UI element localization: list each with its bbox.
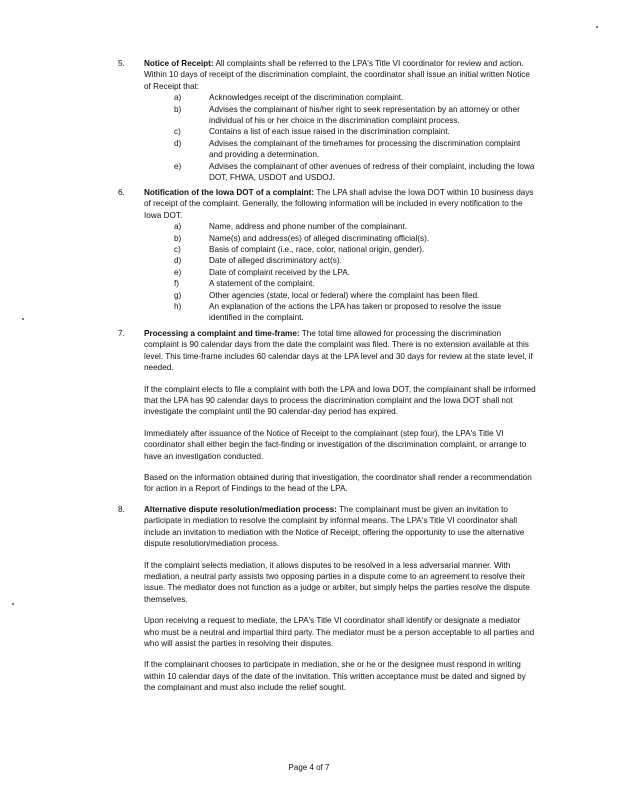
list-item: g) Other agencies (state, local or federal) where the complaint has been filed. (174, 290, 480, 300)
list-item: c) Contains a list of each issue raised in the discrimination complaint. (174, 127, 450, 137)
section-heading: Processing a complaint and time-frame: (144, 329, 300, 338)
section-7 (118, 328, 536, 495)
section-number: 5. (118, 59, 125, 68)
scan-speck (22, 318, 24, 320)
section-number: 7. (118, 329, 125, 338)
list-item: h) An explanation of the actions the LPA has taken or proposed to resolve the issue identified in the complaint. (174, 302, 502, 323)
section-number: 8. (118, 505, 125, 514)
item-list (144, 92, 536, 183)
section-6 (118, 187, 536, 324)
paragraph: If the complainant chooses to participate in mediation, she or he or the designee must respond in writing within 10 calendar days of the date of the invitation. This written acceptance must be dated and signed by the complainant and must also include the relief sought. (144, 660, 526, 693)
section-intro: The LPA shall advise the Iowa DOT within 10 business days of receipt of the complaint. Generally, the following information will be included in every notification to the Iowa DOT. (144, 188, 534, 220)
page-footer: Page 4 of 7 (288, 763, 330, 772)
section-number: 6. (118, 188, 125, 197)
section-heading: Notification of the Iowa DOT of a complaint: (144, 188, 315, 197)
list-item: e) Date of complaint received by the LPA. (174, 267, 350, 277)
paragraph: Immediately after issuance of the Notice of Receipt to the complainant (step four), the LPA's Title VI coordinator shall either begin the fact-finding or investigation of the discrimination complaint, or arrange to have an investigation conducted. (144, 428, 527, 461)
section-5 (118, 58, 536, 183)
list-item: d) Date of alleged discriminatory act(s). (174, 256, 342, 266)
list-item: a) Name, address and phone number of the complainant. (174, 222, 407, 232)
list-item: e) Advises the complainant of other avenues of redress of their complaint, including the Iowa DOT, FHWA, USDOT and USDOJ. (174, 161, 535, 183)
section-heading: Alternative dispute resolution/mediation process: (144, 505, 337, 514)
paragraph: If the complaint elects to file a complaint with both the LPA and Iowa DOT, the complainant shall be informed that the LPA has 90 calendar days to process the discrimination complaint and the Iowa DOT shall not investigate the complaint until the 90 calendar-day period has expired. (144, 384, 536, 417)
section-intro: The complainant must be given an invitation to participate in mediation to resolve the complaint by informal means. The LPA's Title VI coordinator shall include an invitation to mediation with the Notice of Receipt, offering the opportunity to use the alternative dispute resolution/mediation process. (144, 505, 525, 549)
paragraph: Based on the information obtained during that investigation, the coordinator shall render a recommendation for action in a Report of Findings to the head of the LPA. (144, 473, 532, 494)
section-intro: The total time allowed for processing the discrimination complaint is 90 calendar days from the date the complaint was filed. There is no extension available at this level. This time-frame includes 60 calendar days at the LPA level and 30 days for review at the state level, if needed. (144, 329, 533, 373)
scan-speck (12, 603, 14, 605)
section-heading: Notice of Receipt: (144, 59, 214, 68)
list-item: f) A statement of the complaint. (174, 279, 315, 289)
paragraph: If the complaint selects mediation, it allows disputes to be resolved in a less adversarial manner. With mediation, a neutral party assists two opposing parties in a dispute come to an agreement to resolve their issue. The mediator does not function as a judge or arbiter, but simply helps the parties resolve the dispute themselves. (144, 560, 530, 604)
section-8 (118, 504, 536, 694)
paragraph: Upon receiving a request to mediate, the LPA's Title VI coordinator shall identify or designate a mediator who must be a neutral and impartial third party. The mediator must be a person acceptable to all parties and who will assist the parties in resolving their disputes. (144, 616, 535, 649)
list-item: c) Basis of complaint (i.e., race, color, national origin, gender). (174, 245, 425, 255)
section-intro: All complaints shall be referred to the LPA's Title VI coordinator for review and action. Within 10 days of receipt of the discrimination complaint, the coordinator shall issue an initial written Notice of Receipt that: (144, 59, 530, 91)
scan-speck (596, 26, 598, 28)
list-item: b) Name(s) and address(es) of alleged discriminating official(s). (174, 233, 430, 243)
list-item: d) Advises the complainant of the timeframes for processing the discrimination complaint and providing a determination. (174, 138, 521, 160)
list-item: b) Advises the complainant of his/her right to seek representation by an attorney or other individual of his or her choice in the discrimination complaint process. (174, 104, 520, 126)
list-item: a) Acknowledges receipt of the discrimination complaint. (174, 93, 404, 103)
item-list (144, 221, 536, 324)
